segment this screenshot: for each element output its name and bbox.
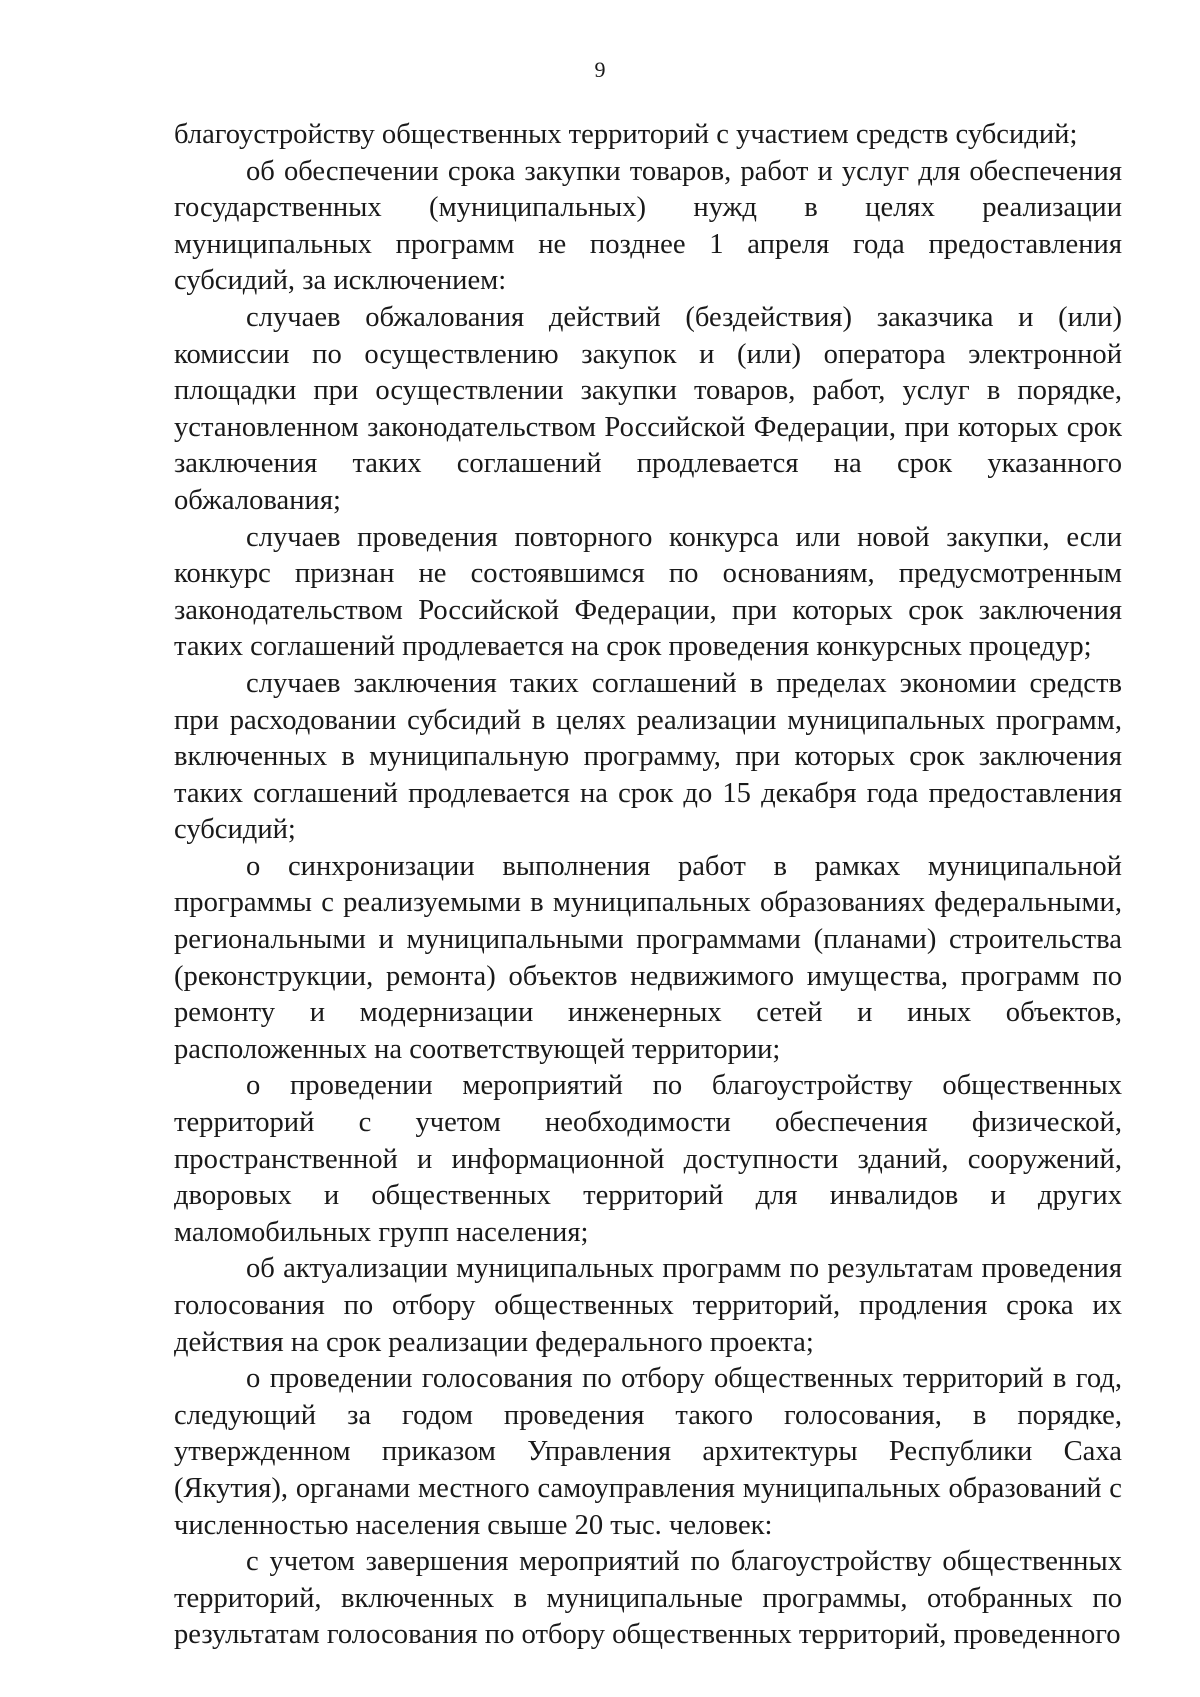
paragraph-accessibility: о проведении мероприятий по благоустройству общественных территорий с учетом необходимости обеспечения физической, пространственной и информационной доступности зданий, сооружений, дворовых и общественных территорий для инвалидов и других маломобильных групп населения; (174, 1070, 1122, 1248)
paragraph-voting: о проведении голосования по отбору общественных территорий в год, следующий за годом проведения такого голосования, в порядке, утвержденном приказом Управления архитектуры Республики Саха (Якутия), органами местного самоуправления муниципальных образований с численностью населения свыше 20 тыс. человек: (174, 1363, 1122, 1541)
paragraph-completion: с учетом завершения мероприятий по благоустройству общественных территорий, включенных в муниципальные программы, отобранных по результатам голосования по отбору общественных территорий, проведенного (174, 1546, 1122, 1651)
document-body (174, 117, 1122, 1654)
paragraph-savings-cases: случаев заключения таких соглашений в пределах экономии средств при расходовании субсидий в целях реализации муниципальных программ, включенных в муниципальную программу, при которых срок заключения таких соглашений продлевается на срок до 15 декабря года предоставления субсидий; (174, 667, 1122, 846)
page-number: 9 (594, 57, 606, 82)
paragraph-repeat-tender-cases: случаев проведения повторного конкурса или новой закупки, если конкурс признан не состоявшимся по основаниям, предусмотренным законодательством Российской Федерации, при которых срок заключения таких соглашений продлевается на срок проведения конкурсных процедур; (174, 521, 1122, 663)
paragraph-procurement-deadline: об обеспечении срока закупки товаров, работ и услуг для обеспечения государственных (муниципальных) нужд в целях реализации муниципальных программ не позднее 1 апреля года предоставления субсидий, за исключением: (174, 155, 1122, 297)
paragraph-synchronization: о синхронизации выполнения работ в рамках муниципальной программы с реализуемыми в муниципальных образованиях федеральными, региональными и муниципальными программами (планами) строительства (реконструкции, ремонта) объектов недвижимого имущества, программ по ремонту и модернизации инженерных сетей и иных объектов, расположенных на соответствующей территории; (174, 850, 1122, 1065)
paragraph-program-update: об актуализации муниципальных программ по результатам проведения голосования по отбору общественных территорий, продления срока их действия на срок реализации федерального проекта; (174, 1253, 1122, 1358)
paragraph-appeal-cases: случаев обжалования действий (бездействия) заказчика и (или) комиссии по осуществлению закупок и (или) оператора электронной площадки при осуществлении закупки товаров, работ, услуг в порядке, установленном законодательством Российской Федерации, при которых срок заключения таких соглашений продлевается на срок указанного обжалования; (174, 301, 1122, 516)
paragraph-continuation: благоустройству общественных территорий с участием средств субсидий; (174, 119, 1078, 150)
